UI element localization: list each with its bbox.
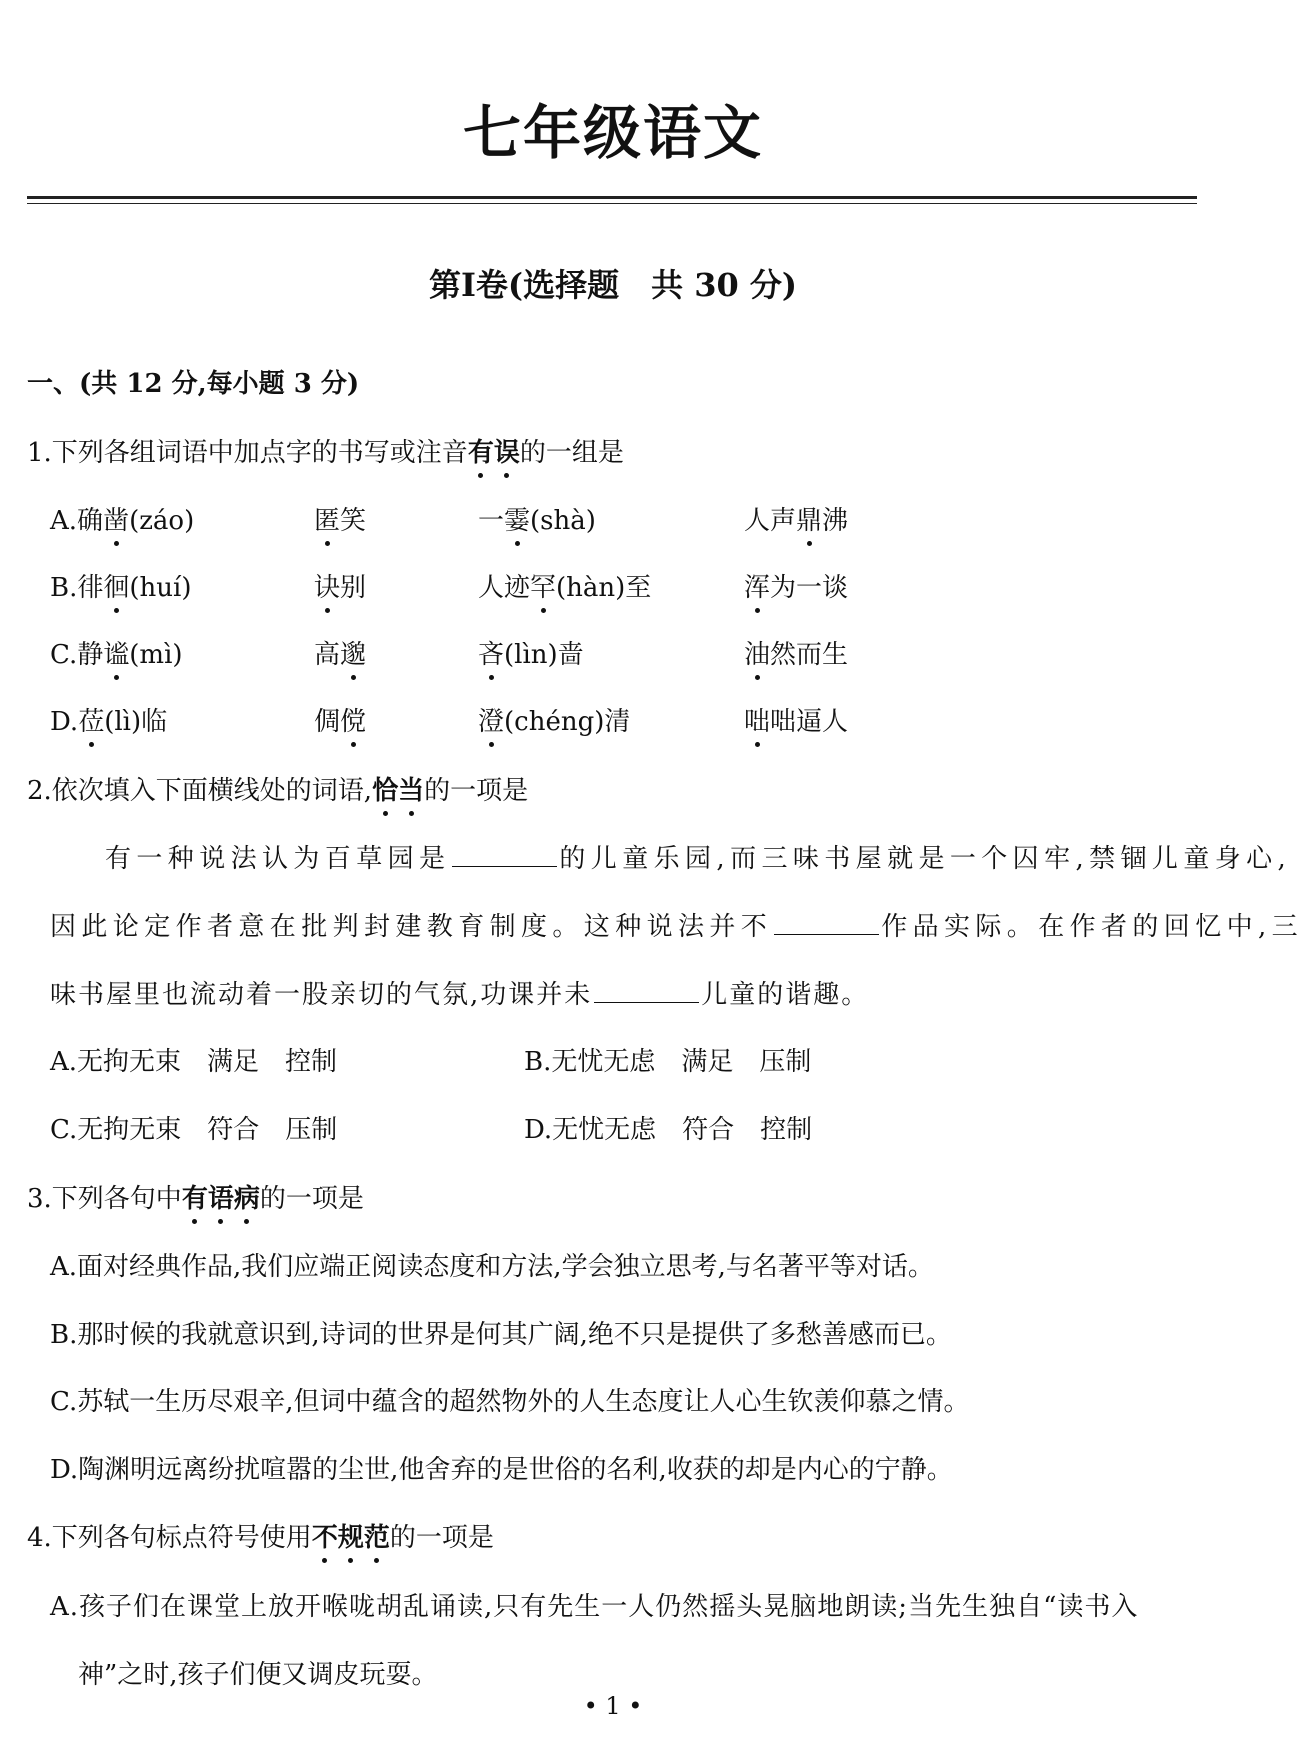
q2-passage-line3: 味书屋里也流动着一股亲切的气氛,功课并未 儿童的谐趣。 [50, 980, 870, 1010]
question-2-stem: 2.依次填入下面横线处的词语,恰当的一项是 [27, 770, 528, 807]
q1-option-d-word4: 咄咄逼人 [744, 701, 848, 738]
q1-option-a-word4: 人声鼎沸 [744, 500, 848, 537]
q1-option-a-word1: A.确凿(záo) [50, 500, 194, 537]
q3-option-c: C.苏轼一生历尽艰辛,但词中蕴含的超然物外的人生态度让人心生钦羡仰慕之情。 [50, 1387, 970, 1417]
emphasis-char: 有 [468, 432, 494, 469]
q2-option-c: C.无拘无束 符合 压制 [50, 1115, 338, 1145]
q1-option-b-word1: B.徘徊(huí) [50, 567, 192, 604]
question-1-stem: 1.下列各组词语中加点字的书写或注音有误的一组是 [27, 432, 624, 469]
q1-option-d-word3: 澄(chéng)清 [478, 701, 630, 738]
q1-option-a-word2: 匿笑 [314, 500, 366, 537]
header-rule-thin [27, 203, 1197, 204]
section-heading: 一、(共 12 分,每小题 3 分) [27, 369, 360, 399]
q1-option-c-word2: 高邈 [314, 634, 366, 671]
q2-option-b: B.无忧无虑 满足 压制 [524, 1047, 812, 1077]
q3-option-d: D.陶渊明远离纷扰喧嚣的尘世,他舍弃的是世俗的名利,收获的却是内心的宁静。 [50, 1455, 953, 1485]
question-4-stem: 4.下列各句标点符号使用不规范的一项是 [27, 1517, 494, 1554]
part-title: 第Ⅰ卷(选择题 共 30 分) [428, 266, 798, 304]
page-number: • 1 • [583, 1692, 643, 1720]
fill-blank-2 [774, 912, 879, 935]
q1-option-a-word3: 一霎(shà) [478, 500, 596, 537]
q3-option-b: B.那时候的我就意识到,诗词的世界是何其广阔,绝不只是提供了多愁善感而已。 [50, 1320, 952, 1350]
q1-option-b-word4: 浑为一谈 [744, 567, 848, 604]
q1-option-c-word4: 油然而生 [744, 634, 848, 671]
q1-option-c-word3: 吝(lìn)啬 [478, 634, 584, 671]
q1-option-c-word1: C.静谧(mì) [50, 634, 183, 671]
emphasis-char: 误 [494, 432, 520, 469]
header-rule-thick [27, 196, 1197, 199]
page-title: 七年级语文 [462, 99, 763, 167]
q2-passage-line1: 有一种说法认为百草园是 的儿童乐园,而三味书屋就是一个囚牢,禁锢儿童身心, [105, 844, 1292, 874]
q4-option-a-line1: A.孩子们在课堂上放开喉咙胡乱诵读,只有先生一人仍然摇头晃脑地朗读;当先生独自“读书入 [50, 1592, 1139, 1622]
q3-option-a: A.面对经典作品,我们应端正阅读态度和方法,学会独立思考,与名著平等对话。 [50, 1252, 934, 1282]
q1-option-d-word1: D.莅(lì)临 [50, 701, 167, 738]
q2-option-d: D.无忧无虑 符合 控制 [524, 1115, 813, 1145]
q1-option-b-word2: 诀别 [314, 567, 366, 604]
fill-blank-3 [594, 980, 699, 1003]
q4-option-a-line2: 神”之时,孩子们便又调皮玩耍。 [78, 1660, 438, 1690]
q2-option-a: A.无拘无束 满足 控制 [50, 1047, 338, 1077]
question-3-stem: 3.下列各句中有语病的一项是 [27, 1178, 364, 1215]
q2-passage-line2: 因此论定作者意在批判封建教育制度。这种说法并不 作品实际。在作者的回忆中,三 [50, 912, 1303, 942]
q1-option-b-word3: 人迹罕(hàn)至 [478, 567, 651, 604]
fill-blank-1 [452, 844, 557, 867]
q1-option-d-word2: 倜傥 [314, 701, 366, 738]
